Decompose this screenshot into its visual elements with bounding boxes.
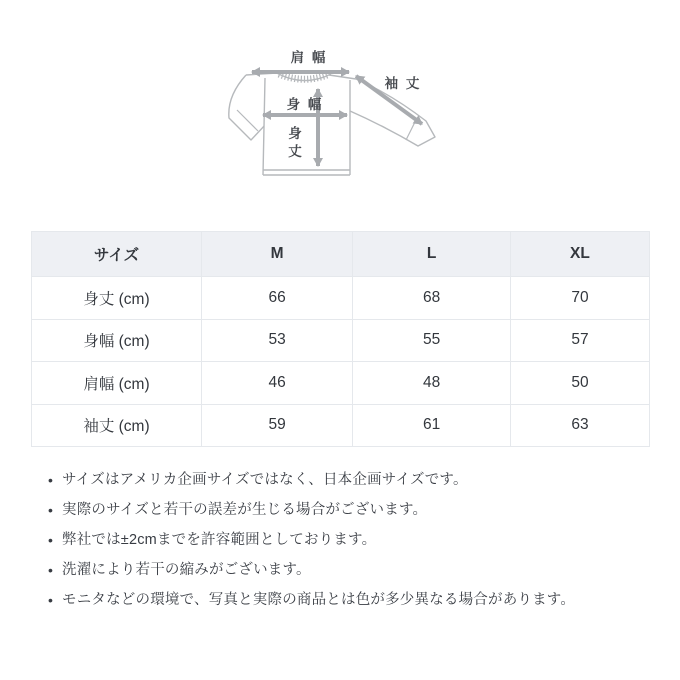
table-row-shoulder-width: [32, 362, 650, 405]
cell-body-length-l: 68: [353, 277, 511, 320]
body-length-label-char2: 丈: [288, 144, 304, 159]
cell-body-length-m: 66: [201, 277, 352, 320]
cell-shoulder-width-m: 46: [201, 362, 352, 405]
table-row-body-length: [32, 277, 650, 320]
body-length-label-char1: 身: [288, 126, 304, 141]
cell-sleeve-length-xl: 63: [510, 404, 649, 447]
row-label-sleeve-length: 袖丈 (cm): [32, 404, 202, 447]
shirt-diagram-svg: [213, 22, 463, 222]
cell-body-width-xl: 57: [510, 319, 649, 362]
cell-sleeve-length-m: 59: [201, 404, 352, 447]
row-label-body-length: 身丈 (cm): [32, 277, 202, 320]
note-item-tolerance: • 弊社では±2cmまでを許容範囲としております。: [62, 530, 650, 551]
row-label-shoulder-width: 肩幅 (cm): [32, 362, 202, 405]
row-label-body-width: 身幅 (cm): [32, 319, 202, 362]
size-table-header-row: [32, 232, 650, 277]
body-width-label: 身 幅: [286, 97, 324, 112]
note-item-sizing-standard: • サイズはアメリカ企画サイズではなく、日本企画サイズです。: [62, 470, 650, 491]
size-table-header-l: L: [353, 232, 511, 277]
table-row-body-width: [32, 319, 650, 362]
cell-body-width-l: 55: [353, 319, 511, 362]
size-table-header-size: サイズ: [32, 232, 202, 277]
note-item-color-difference: • モニタなどの環境で、写真と実際の商品とは色が多少異なる場合があります。: [62, 590, 650, 611]
cell-shoulder-width-xl: 50: [510, 362, 649, 405]
cell-body-width-m: 53: [201, 319, 352, 362]
shirt-measurement-diagram: [0, 0, 680, 215]
size-table-header-m: M: [201, 232, 352, 277]
cell-body-length-xl: 70: [510, 277, 649, 320]
note-item-shrinkage: • 洗濯により若干の縮みがございます。: [62, 560, 650, 581]
sleeve-length-label: 袖 丈: [384, 76, 422, 91]
size-table-header-xl: XL: [510, 232, 649, 277]
note-item-size-variance: • 実際のサイズと若干の誤差が生じる場合がございます。: [62, 500, 650, 521]
cell-shoulder-width-l: 48: [353, 362, 511, 405]
notes-list: [62, 470, 650, 611]
shoulder-width-label: 肩 幅: [290, 50, 328, 65]
cell-sleeve-length-l: 61: [353, 404, 511, 447]
table-row-sleeve-length: [32, 404, 650, 447]
size-table: [31, 231, 650, 447]
